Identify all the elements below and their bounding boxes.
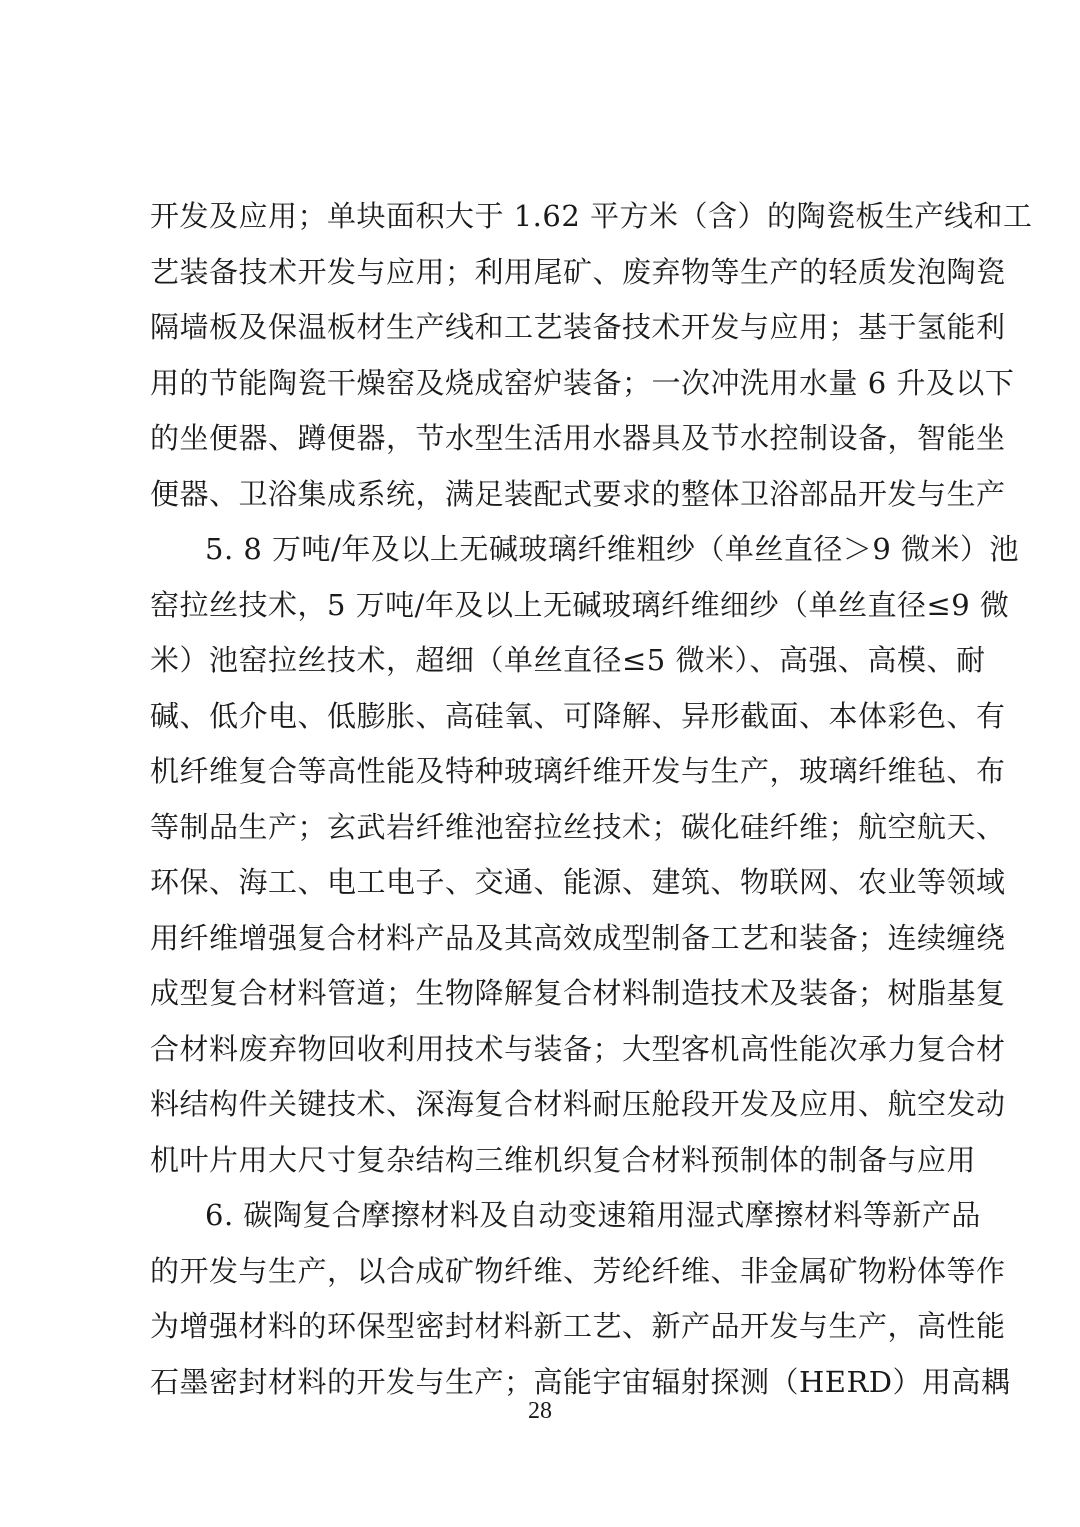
- text-line: 机纤维复合等高性能及特种玻璃纤维开发与生产，玻璃纤维毡、布: [150, 754, 1006, 788]
- text-line: 米）池窑拉丝技术，超细（单丝直径≤5 微米）、高强、高模、耐: [150, 643, 986, 677]
- text-line: 等制品生产；玄武岩纤维池窑拉丝技术；碳化硅纤维；航空航天、: [150, 810, 1006, 844]
- text-line: 隔墙板及保温板材生产线和工艺装备技术开发与应用；基于氢能利: [150, 310, 1006, 344]
- text-line: 的坐便器、蹲便器，节水型生活用水器具及节水控制设备，智能坐: [150, 421, 1006, 455]
- text-line: 便器、卫浴集成系统，满足装配式要求的整体卫浴部品开发与生产: [150, 477, 1006, 511]
- text-line: 环保、海工、电工电子、交通、能源、建筑、物联网、农业等领域: [150, 865, 1006, 899]
- text-line: 开发及应用；单块面积大于 1.62 平方米（含）的陶瓷板生产线和工: [150, 199, 1033, 233]
- paragraph-5-first-line: 5. 8 万吨/年及以上无碱玻璃纤维粗纱（单丝直径＞9 微米）池: [205, 532, 1019, 566]
- text-line: 料结构件关键技术、深海复合材料耐压舱段开发及应用、航空发动: [150, 1087, 1006, 1121]
- text-line: 机叶片用大尺寸复杂结构三维机织复合材料预制体的制备与应用: [150, 1143, 977, 1177]
- text-line: 用的节能陶瓷干燥窑及烧成窑炉装备；一次冲洗用水量 6 升及以下: [150, 366, 1015, 400]
- text-line: 为增强材料的环保型密封材料新工艺、新产品开发与生产，高性能: [150, 1309, 1006, 1343]
- text-line: 的开发与生产，以合成矿物纤维、芳纶纤维、非金属矿物粉体等作: [150, 1254, 1006, 1288]
- paragraph-6-first-line: 6. 碳陶复合摩擦材料及自动变速箱用湿式摩擦材料等新产品: [205, 1198, 981, 1232]
- page-number: 28: [528, 1398, 552, 1424]
- text-line: 用纤维增强复合材料产品及其高效成型制备工艺和装备；连续缠绕: [150, 921, 1006, 955]
- text-line: 碱、低介电、低膨胀、高硅氧、可降解、异形截面、本体彩色、有: [150, 699, 1006, 733]
- text-line: 石墨密封材料的开发与生产；高能宇宙辐射探测（HERD）用高耦: [150, 1365, 1011, 1399]
- text-line: 成型复合材料管道；生物降解复合材料制造技术及装备；树脂基复: [150, 976, 1006, 1010]
- text-line: 合材料废弃物回收利用技术与装备；大型客机高性能次承力复合材: [150, 1032, 1006, 1066]
- text-line: 艺装备技术开发与应用；利用尾矿、废弃物等生产的轻质发泡陶瓷: [150, 255, 1006, 289]
- text-line: 窑拉丝技术，5 万吨/年及以上无碱玻璃纤维细纱（单丝直径≤9 微: [150, 588, 1010, 622]
